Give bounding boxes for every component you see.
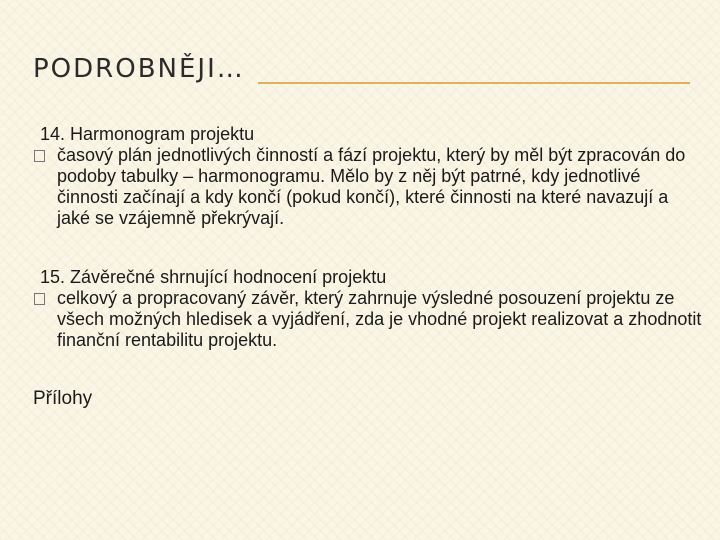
section-zaverecne-hodnoceni <box>32 267 707 351</box>
bullet-square-icon <box>34 150 45 162</box>
appendix-label: Přílohy <box>33 388 93 409</box>
bullet-square-icon <box>34 293 45 305</box>
section-heading: 15. Závěrečné shrnující hodnocení projektu <box>40 267 387 287</box>
slide-title: PODROBNĚJI… <box>33 54 245 84</box>
title-underline <box>258 82 690 84</box>
section-heading: 14. Harmonogram projektu <box>40 124 255 144</box>
bullet-text: časový plán jednotlivých činností a fází projektu, který by měl být zpracován do podoby tabulky – harmonogramu. Mělo by z něj být patrné, kdy jednotlivé činnosti začínají a kdy končí (pokud končí), které činnosti na které navazují a jaké se vzájemně překrývají. <box>57 145 686 228</box>
bullet-item <box>32 288 707 351</box>
bullet-text: celkový a propracovaný závěr, který zahrnuje výsledné posouzení projektu ze všech možných hledisek a vyjádření, zda je vhodné projekt realizovat a zhodnotit finanční rentabilitu projektu. <box>57 288 702 350</box>
section-harmonogram <box>32 124 697 229</box>
bullet-item <box>32 145 697 229</box>
